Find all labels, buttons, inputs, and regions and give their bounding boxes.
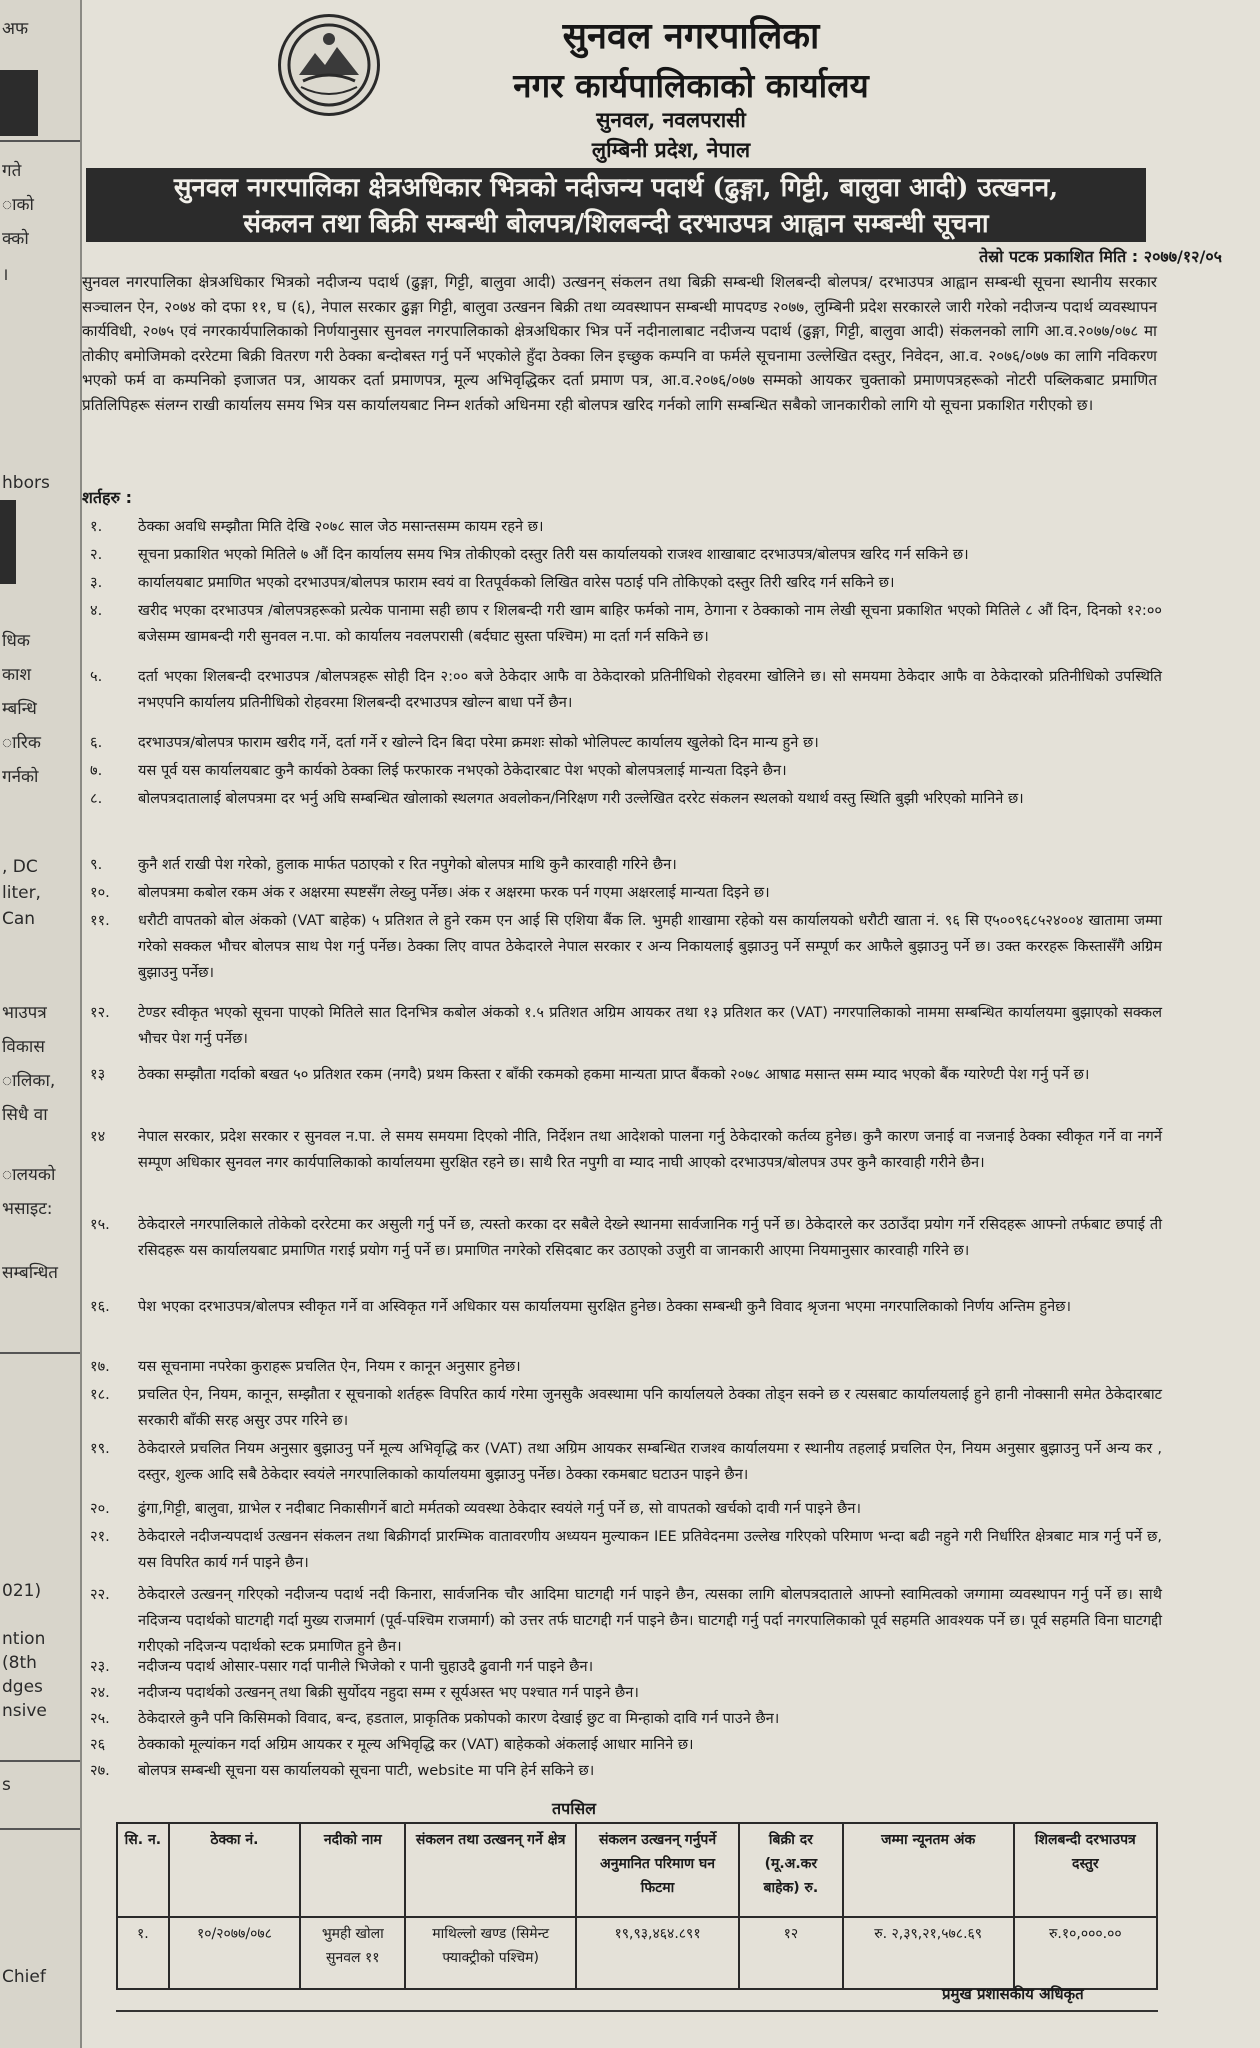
adjacent-text-fragment: nsive bbox=[2, 1701, 47, 1721]
cell-contract-no: १०/२०७७/०७८ bbox=[169, 1917, 300, 1989]
intro-paragraph: सुनवल नगरपालिका क्षेत्रअधिकार भित्रको नदीजन्य पदार्थ (ढुङ्गा, गिट्टी, बालुवा आदी) उत्खनन् संकलन तथा बिक्री सम्बन्धी शिलबन्दी बोलपत्र/ दरभाउपत्र आह्वान सम्बन्धी सूचना स्थानीय सरकार सञ्चालन ऐन, २०७४ को दफा ११, घ (६), नेपाल सरकार ढुङ्गा गिट्टी, बालुवा उत्खनन बिक्री तथा व्यवस्थापन सम्बन्धी मापदण्ड २०७७, लुम्बिनी प्रदेश सरकारले जारी गरेको नदीजन्य पदार्थ व्यवस्थापन कार्यविधी, २०७५ एवं नगरकार्यपालिकाको निर्णयानुसार सुनवल नगरपालिकाको क्षेत्रअधिकार भित्र पर्ने नदीनालाबाट नदीजन्य पदार्थ (ढुङ्गा, गिट्टी, बालुवा आदी) संकलनको लागि आ.व.२०७७/०७८ मा तोकीए बमोजिमको दररेटमा बिक्री वितरण गरी ठेक्का बन्दोबस्त गर्नु पर्ने भएकोले हुँदा ठेक्का लिन इच्छुक कम्पनि वा फर्मले सूचनामा उल्लेखित दस्तुर, निवेदन, आ.व. २०७६/०७७ का लागि नविकरण भएको फर्म वा कम्पनिको इजाजत पत्र, आयकर दर्ता प्रमाणपत्र, मूल्य अभिवृद्धिकर दर्ता प्रमाण पत्र, आ.व.२०७६/०७७ सम्मको आयकर चुक्ताको प्रमाणपत्रहरूको नोटरी पब्लिकबाट प्रमाणित प्रतिलिपिहरू संलग्न राखी कार्यालय समय भित्र यस कार्यालयबाट निम्न शर्तको अधिनमा रही बोलपत्र खरिद गर्नको लागि सम्बन्धित सबैको जानकारीको लागि यो सूचना प्रकाशित गरीएको छ। bbox=[82, 273, 1157, 414]
adjacent-text-fragment: । bbox=[2, 265, 9, 285]
condition-text: कुनै शर्त राखी पेश गरेको, हुलाक मार्फत पठाएको र रित नपुगेको बोलपत्र माथि कुनै कारवाही गरिने छैन। bbox=[138, 856, 677, 873]
condition-number: १९. bbox=[90, 1440, 110, 1457]
condition-text: दरभाउपत्र/बोलपत्र फाराम खरीद गर्ने, दर्ता गर्ने र खोल्ने दिन बिदा परेमा क्रमशः सोको भोलिपल्ट कार्यालय खुलेको दिन मान्य हुने छ। bbox=[138, 734, 819, 751]
adjacent-text-fragment: ारिक bbox=[2, 733, 41, 753]
condition-text: खरीद भएका दरभाउपत्र /बोलपत्रहरूको प्रत्येक पानामा सही छाप र शिलबन्दी गरी खाम बाहिर फर्मको नाम, ठेगाना र ठेक्काको नाम लेखी सूचना प्रकाशित भएको मितिले ८ औं दिन, दिनको १२:०० बजेसम्म खामबन्दी गरी सुनवल न.पा. को कार्यालय नवलपरासी (बर्दघाट सुस्ता पश्चिम) मा दर्ता गर्न सकिने छ। bbox=[138, 602, 1162, 645]
adjacent-text-fragment: अफ bbox=[2, 19, 29, 39]
adjacent-column bbox=[0, 0, 82, 2048]
condition-text: ठेक्का सम्झौता गर्दाको बखत ५० प्रतिशत रकम (नगदै) प्रथम किस्ता र बाँकी रकमको हकमा मान्यता प्राप्त बैंकको २०७८ आषाढ मसान्त सम्म म्याद भएको बैंक ग्यारेण्टी पेश गर्नु पर्ने छ। bbox=[138, 1066, 1090, 1083]
schedule-header-row bbox=[117, 1823, 1157, 1917]
condition-text: ठेकेदारले नगरपालिकाले तोकेको दररेटमा कर असुली गर्नु पर्ने छ, त्यस्तो करका दर सबैले देख्ने स्थानमा सार्वजानिक गर्नु पर्ने छ। ठेकेदारले कर उठाउँदा प्रयोग गर्ने रसिदहरू आफ्नो तर्फबाट छपाई ती रसिदहरू यस कार्यालयबाट प्रमाणित गराई प्रयोग गर्नु पर्ने छ। प्रमाणित नगरेको रसिदबाट कर उठाएको उजुरी वा जानकारी आएमा नियमानुसार कारवाही गरिने छ। bbox=[138, 1216, 1162, 1259]
cell-quantity: १९,९३,४६४.८९१ bbox=[576, 1917, 739, 1989]
adjacent-text-fragment: ाको bbox=[2, 195, 34, 215]
column-rule bbox=[0, 1828, 80, 1830]
adjacent-text-fragment: म्बन्धि bbox=[2, 699, 37, 719]
adjacent-text-fragment: liter, bbox=[2, 883, 41, 903]
cell-total-minimum: रु. २,३९,२१,५७८.६९ bbox=[843, 1917, 1014, 1989]
publication-date: तेस्रो पटक प्रकाशित मिति : २०७७/१२/०५ bbox=[979, 247, 1222, 266]
condition-number: २३. bbox=[90, 1658, 110, 1675]
condition-text: ढुंगा,गिट्टी, बालुवा, ग्राभेल र नदीबाट निकासीगर्ने बाटो मर्मतको व्यवस्था ठेकेदार स्वयंले गर्नु पर्ने छ, सो वापतको खर्चको दावी गर्न पाइने छैन। bbox=[138, 1500, 862, 1517]
condition-number: १. bbox=[90, 518, 103, 535]
condition-text: नेपाल सरकार, प्रदेश सरकार र सुनवल न.पा. ले समय समयमा दिएको नीति, निर्देशन तथा आदेशको पालना गर्नु ठेकेदारको कर्तव्य हुनेछ। कुनै कारण जनाई वा नजनाई ठेक्का स्वीकृत गर्ने वा नगर्ने सम्पूण अधिकार सुनवल नगर कार्यपालिकाको कार्यालयमा सुरक्षित रहने छ। साथै रित नपुगी वा म्याद नाघी आएको दरभाउपत्र/बोलपत्र उपर कुनै कारवाही गरीने छैन। bbox=[138, 1128, 1162, 1171]
adjacent-text-fragment: hbors bbox=[2, 473, 50, 493]
condition-text: प्रचलित ऐन, नियम, कानून, सम्झौता र सूचनाको शर्तहरू विपरित कार्य गरेमा जुनसुकै अवस्थामा पनि कार्यालयले ठेक्का तोड्न सक्ने छ र त्यसबाट कार्यालयलाई हुने हानी नोक्सानी समेत ठेकेदारबाट सरकारी बाँकी सरह असुर उपर गरिने छ। bbox=[138, 1386, 1162, 1429]
adjacent-text-fragment: क्को bbox=[2, 229, 29, 249]
condition-number: ६. bbox=[90, 734, 103, 751]
adjacent-text-fragment: ntion bbox=[2, 1629, 46, 1649]
condition-number: २१. bbox=[90, 1528, 110, 1545]
col-header-bid-fee: शिलबन्दी दरभाउपत्र दस्तुर bbox=[1014, 1823, 1157, 1917]
adjacent-text-fragment: सम्बन्धित bbox=[2, 1263, 58, 1283]
adjacent-text-fragment: (8th bbox=[2, 1653, 37, 1673]
adjacent-text-fragment: dges bbox=[2, 1677, 43, 1697]
col-header-rate: बिक्री दर (मू.अ.कर बाहेक) रु. bbox=[739, 1823, 843, 1917]
col-header-contract-no: ठेक्का नं. bbox=[169, 1823, 300, 1917]
notice-title-line-2: संकलन तथा बिक्री सम्बन्धी बोलपत्र/शिलबन्दी दरभाउपत्र आह्वान सम्बन्धी सूचना bbox=[243, 209, 989, 239]
condition-text: सूचना प्रकाशित भएको मितिले ७ औं दिन कार्यालय समय भित्र तोकीएको दस्तुर तिरी यस कार्यालयको राजश्व शाखाबाट दरभाउपत्र/बोलपत्र खरिद गर्न सकिने छ। bbox=[138, 546, 969, 563]
condition-number: २६ bbox=[90, 1736, 106, 1753]
office-name: नगर कार्यपालिकाको कार्यालय bbox=[513, 66, 869, 105]
condition-text: पेश भएका दरभाउपत्र/बोलपत्र स्वीकृत गर्ने वा अस्विकृत गर्ने अधिकार यस कार्यालयमा सुरक्षित हुनेछ। ठेक्का सम्बन्धी कुनै विवाद श्रृजना भएमा नगरपालिकाको निर्णय अन्तिम हुनेछ। bbox=[138, 1298, 1071, 1315]
adjacent-text-fragment: , DC bbox=[2, 857, 38, 877]
adjacent-text-fragment: सिधै वा bbox=[2, 1105, 48, 1125]
condition-number: १७. bbox=[90, 1358, 110, 1375]
conditions-heading: शर्तहरु : bbox=[82, 488, 133, 507]
condition-number: ४. bbox=[90, 602, 103, 619]
condition-number: १२. bbox=[90, 1004, 110, 1021]
adjacent-text-fragment: गर्नको bbox=[2, 767, 39, 787]
bottom-rule bbox=[116, 2010, 1158, 2012]
municipality-name: सुनवल नगरपालिका bbox=[562, 15, 820, 57]
signer-title: प्रमुख प्रशासकीय अधिकृत bbox=[942, 1985, 1084, 2003]
schedule-title: तपसिल bbox=[552, 1799, 597, 1818]
condition-text: नदीजन्य पदार्थ ओसार-पसार गर्दा पानीले भिजेको र पानी चुहाउदै ढुवानी गर्न पाइने छैन। bbox=[138, 1658, 594, 1675]
condition-text: धरौटी वापतको बोल अंकको (VAT बाहेक) ५ प्रतिशत ले हुने रकम एन आई सि एशिया बैंक लि. भुमही शाखामा रहेको यस कार्यालयको धरौटी खाता नं. ९६ सि ए५००९६८५२४००४ खातामा जम्मा गरेको सक्कल भौचर बोलपत्र साथ पेश गर्नु पर्नेछ। ठेक्का लिए वापत ठेकेदारले नेपाल सरकार र अन्य निकायलाई बुझाउनु पर्ने सम्पूर्ण कर आफैले बुझाउनु पर्ने छ। उक्त कररहरू किस्तासँगै अग्रिम बुझाउनु पर्नेछ। bbox=[138, 912, 1162, 981]
condition-text: बोलपत्र सम्बन्धी सूचना यस कार्यालयको सूचना पाटी, website मा पनि हेर्न सकिने छ। bbox=[138, 1762, 595, 1779]
adjacent-text-fragment: गते bbox=[2, 161, 22, 181]
cell-sn: १. bbox=[117, 1917, 169, 1989]
condition-number: २२. bbox=[90, 1586, 110, 1603]
condition-text: ठेक्का अवधि सम्झौता मिति देखि २०७८ साल जेठ मसान्तसम्म कायम रहने छ। bbox=[138, 518, 544, 535]
adjacent-text-fragment: भाउपत्र bbox=[2, 1003, 47, 1023]
adjacent-text-fragment: Can bbox=[2, 909, 36, 929]
condition-text: नदीजन्य पदार्थको उत्खनन् तथा बिक्री सुर्योदय नहुदा सम्म र सूर्यअस्त भए पश्चात गर्न पाइने छैन। bbox=[138, 1684, 639, 1701]
condition-text: टेण्डर स्वीकृत भएको सूचना पाएको मितिले सात दिनभित्र कबोल अंकको १.५ प्रतिशत अग्रिम आयकर तथा १३ प्रतिशत कर (VAT) नगरपालिकाको नाममा सम्बन्धित कार्यालयमा बुझाएको सक्कल भौचर पेश गर्नु पर्नेछ। bbox=[138, 1004, 1162, 1047]
condition-number: १०. bbox=[90, 884, 110, 901]
col-header-river-name: नदीको नाम bbox=[300, 1823, 405, 1917]
col-header-quantity: संकलन उत्खनन् गर्नुपर्ने अनुमानित परिमाण घन फिटमा bbox=[576, 1823, 739, 1917]
adjacent-text-fragment: Chief bbox=[2, 1967, 46, 1987]
column-rule bbox=[0, 140, 80, 142]
schedule-table bbox=[116, 1822, 1158, 1990]
cell-bid-fee: रु.१०,०००.०० bbox=[1014, 1917, 1157, 1989]
adjacent-text-fragment: ालयको bbox=[2, 1165, 56, 1185]
condition-number: ११. bbox=[90, 912, 110, 929]
condition-number: १४ bbox=[90, 1128, 106, 1145]
table-row bbox=[117, 1917, 1157, 1989]
condition-number: १६. bbox=[90, 1298, 110, 1315]
condition-text: बोलपत्रमा कबोल रकम अंक र अक्षरमा स्पष्टसँग लेख्नु पर्नेछ। अंक र अक्षरमा फरक पर्न गएमा अक्षरलाई मान्यता दिइने छ। bbox=[138, 884, 770, 901]
condition-number: ७. bbox=[90, 762, 103, 779]
condition-number: ३. bbox=[90, 574, 103, 591]
condition-number: १५. bbox=[90, 1216, 110, 1233]
condition-number: २७. bbox=[90, 1762, 110, 1779]
condition-text: यस सूचनामा नपरेका कुराहरू प्रचलित ऐन, नियम र कानून अनुसार हुनेछ। bbox=[138, 1358, 521, 1375]
condition-text: ठेकेदारले कुनै पनि किसिमको विवाद, बन्द, हडताल, प्राकृतिक प्रकोपको कारण देखाई छुट वा मिन्हाको दावि गर्न पाउने छैन। bbox=[138, 1710, 780, 1727]
adjacent-text-fragment: भसाइट: bbox=[2, 1199, 53, 1219]
condition-text: ठेक्काको मूल्यांकन गर्दा अग्रिम आयकर र मूल्य अभिवृद्धि कर (VAT) बाहेकको अंकलाई आधार मानिने छ। bbox=[138, 1736, 694, 1753]
tender-notice bbox=[82, 0, 1260, 2048]
cell-area: माथिल्लो खण्ड (सिमेन्ट फ्याक्ट्रीको पश्चिम) bbox=[405, 1917, 576, 1989]
office-province: लुम्बिनी प्रदेश, नेपाल bbox=[591, 137, 751, 162]
notice-title-line-1: सुनवल नगरपालिका क्षेत्रअधिकार भित्रको नदीजन्य पदार्थ (ढुङ्गा, गिट्टी, बालुवा आदी) उत्खनन, bbox=[173, 173, 1059, 203]
condition-text: ठेकेदारले उत्खनन् गरिएको नदीजन्य पदार्थ नदी किनारा, सार्वजनिक चौर आदिमा घाटगद्दी गर्न पाइने छैन, त्यसका लागि बोलपत्रदाताले आफ्नो स्वामित्वको जग्गामा व्यवस्थापन गर्नु पर्ने छ। साथै नदिजन्य पदार्थको घाटगद्दी गर्दा मुख्य राजमार्ग (पूर्व-पश्चिम राजमार्ग) को उत्तर तर्फ घाटगद्दी गर्न पाइने छैन। घाटगद्दी गर्नु पर्दा नगरपालिकाको पूर्व सहमति आवश्यक पर्ने छ। पूर्व सहमति विना घाटगद्दी गरीएको नदिजन्य पदार्थको स्टक प्रमाणित हुने छैन। bbox=[138, 1586, 1162, 1655]
adjacent-text-fragment: s bbox=[2, 1775, 11, 1795]
condition-text: ठेकेदारले प्रचलित नियम अनुसार बुझाउनु पर्ने मूल्य अभिवृद्धि कर (VAT) तथा अग्रिम आयकर सम्बन्धित राजश्व कार्यालयमा र स्थानीय तहलाई प्रचलित ऐन, नियम अनुसार बुझाउनु पर्ने अन्य कर , दस्तुर, शुल्क आदि सबै ठेकेदार स्वयंले नगरपालिकाको कार्यालयमा बुझाउनु पर्नेछ। ठेक्का रकमबाट घटाउन पाइने छैन। bbox=[138, 1440, 1162, 1483]
condition-number: १८. bbox=[90, 1386, 110, 1403]
condition-number: ५. bbox=[90, 668, 103, 685]
condition-text: कार्यालयबाट प्रमाणित भएको दरभाउपत्र/बोलपत्र फाराम स्वयं वा रितपूर्वकको लिखित वारेस पठाई पनि तोकिएको दस्तुर तिरी खरिद गर्न सकिने छ। bbox=[138, 574, 895, 591]
office-address: सुनवल, नवलपरासी bbox=[596, 107, 746, 132]
condition-number: २०. bbox=[90, 1500, 110, 1517]
condition-number: २४. bbox=[90, 1684, 110, 1701]
col-header-total-minimum: जम्मा न्यूनतम अंक bbox=[843, 1823, 1014, 1917]
adjacent-text-fragment: विकास bbox=[2, 1037, 45, 1057]
condition-text: ठेकेदारले नदीजन्यपदार्थ उत्खनन संकलन तथा बिक्रीगर्दा प्रारम्भिक वातावरणीय अध्ययन मुल्याकन IEE प्रतिवेदनमा उल्लेख गरिएको परिमाण भन्दा बढी नहुने गरी निर्धारित क्षेत्रबाट मात्र गर्नु पर्ने छ, यस विपरित कार्य गर्न पाइने छैन। bbox=[138, 1528, 1162, 1571]
condition-number: ८. bbox=[90, 790, 103, 807]
condition-text: बोलपत्रदातालाई बोलपत्रमा दर भर्नु अघि सम्बन्धित खोलाको स्थलगत अवलोकन/निरिक्षण गरी उल्लेखित दररेट संकलन स्थलको यथार्थ वस्तु स्थिति बुझी भरिएको मानिने छ। bbox=[138, 790, 1024, 807]
col-header-area: संकलन तथा उत्खनन् गर्ने क्षेत्र bbox=[405, 1823, 576, 1917]
adjacent-text-fragment: काश bbox=[2, 665, 32, 685]
column-rule bbox=[0, 1760, 80, 1762]
cell-river-name: भुमही खोला सुनवल ११ bbox=[300, 1917, 405, 1989]
condition-text: यस पूर्व यस कार्यालयबाट कुनै कार्यको ठेक्का लिई फरफारक नभएको ठेकेदारबाट पेश भएको बोलपत्रलाई मान्यता दिइने छैन। bbox=[138, 762, 787, 779]
cell-rate: १२ bbox=[739, 1917, 843, 1989]
adjacent-text-fragment: 021) bbox=[2, 1581, 42, 1601]
notice-title-banner bbox=[86, 168, 1146, 242]
condition-number: ९. bbox=[90, 856, 103, 873]
col-header-sn: सि. न. bbox=[117, 1823, 169, 1917]
condition-number: २५. bbox=[90, 1710, 110, 1727]
adjacent-text-fragment: धिक bbox=[2, 631, 30, 651]
dark-block bbox=[0, 500, 16, 584]
adjacent-text-fragment: ालिका, bbox=[2, 1071, 56, 1091]
column-rule bbox=[0, 1352, 80, 1354]
dark-block bbox=[0, 70, 38, 136]
condition-number: २. bbox=[90, 546, 103, 563]
condition-text: दर्ता भएका शिलबन्दी दरभाउपत्र /बोलपत्रहरू सोही दिन २:०० बजे ठेकेदार आफै वा ठेकेदारको प्रतिनीधिको रोहवरमा खोलिने छ। सो समयमा ठेकेदार आफै वा ठेकेदारको प्रतिनीधिको उपस्थिति नभएपनि कार्यालय प्रतिनीधिको रोहवरमा शिलबन्दी दरभाउपत्र खोल्न बाधा पर्ने छैन। bbox=[138, 668, 1162, 711]
condition-number: १३ bbox=[90, 1066, 106, 1083]
